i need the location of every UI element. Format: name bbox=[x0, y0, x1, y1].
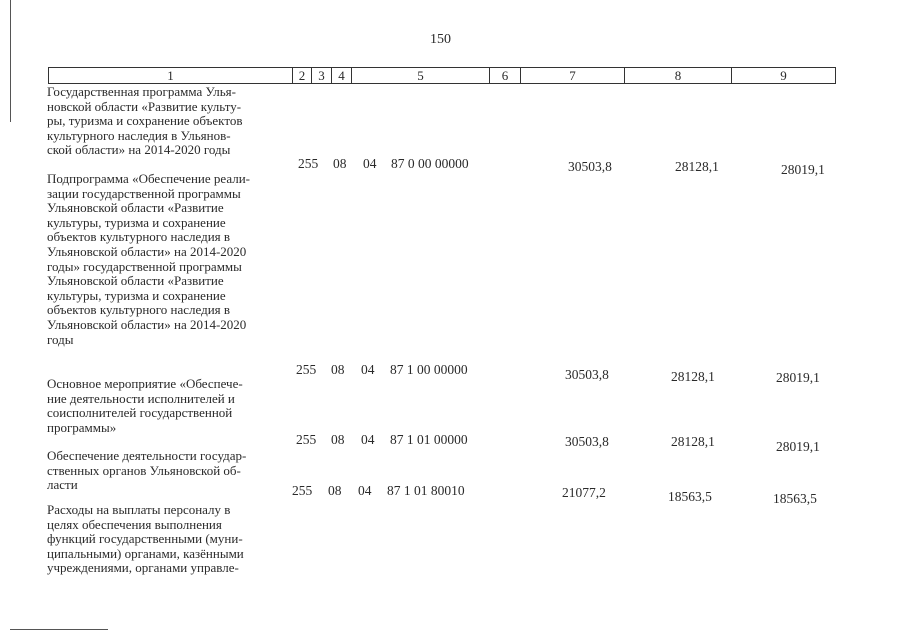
cell-amount-col8: 28128,1 bbox=[671, 434, 715, 449]
desc-line: программы» bbox=[47, 419, 117, 435]
desc-line: Ульяновской области» на 2014-2020 bbox=[47, 316, 247, 332]
footnote-rule bbox=[10, 629, 108, 630]
desc-line: культуры, туризма и сохранение bbox=[47, 214, 226, 230]
row-description bbox=[47, 449, 290, 493]
cell-subsection: 04 bbox=[363, 156, 377, 171]
cell-amount-col7: 21077,2 bbox=[562, 485, 606, 500]
header-col-9: 9 bbox=[731, 67, 836, 84]
desc-line: культурного наследия в Ульянов- bbox=[47, 127, 231, 143]
desc-line: учреждениями, органами управле- bbox=[47, 560, 239, 576]
cell-section: 08 bbox=[328, 483, 342, 498]
header-col-8: 8 bbox=[624, 67, 732, 84]
desc-line: Ульяновской области «Развитие bbox=[47, 200, 224, 216]
header-col-1: 1 bbox=[48, 67, 293, 84]
row-description bbox=[47, 172, 290, 347]
cell-subsection: 04 bbox=[361, 432, 375, 447]
cell-subsection: 04 bbox=[358, 483, 372, 498]
header-col-7: 7 bbox=[520, 67, 625, 84]
header-col-5: 5 bbox=[351, 67, 490, 84]
desc-line: новской области «Развитие культу- bbox=[47, 98, 242, 114]
row-description bbox=[47, 85, 290, 158]
desc-line: культуры, туризма и сохранение bbox=[47, 287, 226, 303]
cell-ministry: 255 bbox=[296, 362, 317, 377]
desc-line: Ульяновской области «Развитие bbox=[47, 273, 224, 289]
cell-section: 08 bbox=[331, 362, 345, 377]
cell-amount-col8: 28128,1 bbox=[671, 369, 715, 384]
desc-line: ласти bbox=[47, 477, 78, 493]
cell-amount-col9: 28019,1 bbox=[781, 162, 825, 177]
desc-line: ственных органов Ульяновской об- bbox=[47, 462, 241, 478]
desc-line: Обеспечение деятельности государ- bbox=[47, 448, 247, 463]
desc-line: Подпрограмма «Обеспечение реали- bbox=[47, 171, 250, 186]
cell-target-article: 87 1 00 00000 bbox=[390, 362, 468, 377]
left-margin-rule bbox=[10, 0, 11, 122]
cell-amount-col8: 28128,1 bbox=[675, 159, 719, 174]
desc-line: ской области» на 2014-2020 годы bbox=[47, 142, 231, 158]
cell-subsection: 04 bbox=[361, 362, 375, 377]
desc-line: соисполнителей государственной bbox=[47, 405, 233, 421]
desc-line: Государственная программа Улья- bbox=[47, 84, 236, 99]
cell-target-article: 87 1 01 80010 bbox=[387, 483, 465, 498]
row-description bbox=[47, 377, 290, 435]
cell-amount-col7: 30503,8 bbox=[568, 159, 612, 174]
desc-line: целях обеспечения выполнения bbox=[47, 516, 222, 532]
cell-ministry: 255 bbox=[296, 432, 317, 447]
desc-line: ние деятельности исполнителей и bbox=[47, 390, 235, 406]
desc-line: ры, туризма и сохранение объектов bbox=[47, 113, 243, 129]
page-number: 150 bbox=[430, 32, 451, 47]
desc-line: объектов культурного наследия в bbox=[47, 229, 231, 245]
row-description bbox=[47, 503, 290, 576]
desc-line: функций государственными (муни- bbox=[47, 531, 243, 547]
header-col-2: 2 bbox=[292, 67, 312, 84]
cell-target-article: 87 1 01 00000 bbox=[390, 432, 468, 447]
cell-target-article: 87 0 00 00000 bbox=[391, 156, 469, 171]
cell-amount-col9: 28019,1 bbox=[776, 370, 820, 385]
desc-line: зации государственной программы bbox=[47, 185, 241, 201]
cell-section: 08 bbox=[333, 156, 347, 171]
cell-ministry: 255 bbox=[298, 156, 319, 171]
cell-section: 08 bbox=[331, 432, 345, 447]
desc-line: Ульяновской области» на 2014-2020 bbox=[47, 243, 247, 259]
desc-line: годы» государственной программы bbox=[47, 258, 242, 274]
desc-line: Основное мероприятие «Обеспече- bbox=[47, 376, 243, 391]
cell-amount-col9: 28019,1 bbox=[776, 439, 820, 454]
header-col-4: 4 bbox=[331, 67, 352, 84]
header-col-6: 6 bbox=[489, 67, 521, 84]
desc-line: годы bbox=[47, 331, 74, 347]
cell-amount-col7: 30503,8 bbox=[565, 367, 609, 382]
desc-line: ципальными) органами, казёнными bbox=[47, 545, 244, 561]
desc-line: объектов культурного наследия в bbox=[47, 302, 231, 318]
desc-line: Расходы на выплаты персоналу в bbox=[47, 502, 231, 517]
header-col-3: 3 bbox=[311, 67, 332, 84]
cell-amount-col9: 18563,5 bbox=[773, 491, 817, 506]
cell-ministry: 255 bbox=[292, 483, 313, 498]
cell-amount-col8: 18563,5 bbox=[668, 489, 712, 504]
cell-amount-col7: 30503,8 bbox=[565, 434, 609, 449]
